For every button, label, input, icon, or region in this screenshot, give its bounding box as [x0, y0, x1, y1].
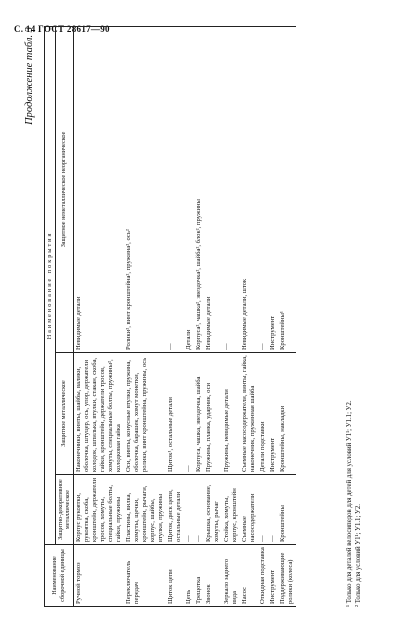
table-row — [166, 26, 184, 606]
cell-protective-decorative: Щиток, диск цепи, остальные детали — [166, 475, 184, 545]
cell-protective-decorative: Съемные насосодержатели — [240, 475, 258, 545]
cell-protective-decorative: — — [184, 475, 194, 545]
cell-unit: Насос — [240, 545, 258, 607]
cell-unit: Инструмент — [268, 545, 278, 607]
rotated-table-area — [24, 27, 384, 607]
cell-protective-metal: — — [184, 353, 194, 475]
footnote-2: ² Только для условий У1¹; У1.1; У2. — [354, 504, 362, 607]
cell-protective-decorative: Крышка, основание, хомуты, рычаг — [204, 475, 222, 545]
cell-protective-nonmetal: Корпуса², чашка², звездочка², шайба², блок², пружины — [194, 26, 204, 352]
cell-protective-nonmetal: — — [166, 26, 184, 352]
cell-protective-nonmetal: Инструмент — [268, 26, 278, 352]
table-row — [240, 26, 258, 606]
page-header: С. 14 ГОСТ 28617—90 — [14, 24, 110, 34]
cell-unit: Звонок — [204, 545, 222, 607]
header-coating-name: Наименование покрытия — [45, 26, 56, 544]
cell-unit: Откидная подставка — [258, 545, 268, 607]
table-row — [222, 26, 240, 606]
cell-protective-metal: Съемные насосодержатели, винты, гайка, наконечник, пружинная шайба — [240, 353, 258, 475]
cell-protective-metal: Пружины, планка, ударник, оси — [204, 353, 222, 475]
cell-unit: Переключатель передач — [124, 545, 166, 607]
cell-protective-decorative: Корпус рукоятки, рукоятка, скоба, кронштейн, держатели тросов, хомуты, специальные болты, гайки, пружины — [73, 475, 124, 545]
cell-protective-metal: Корпуса, чашка, звездочка, шайба — [194, 353, 204, 475]
footnotes — [346, 400, 364, 607]
cell-protective-metal: Инструмент — [268, 353, 278, 475]
cell-protective-nonmetal: Ролики², винт кронштейна², пружина², ось² — [124, 26, 166, 352]
cell-protective-nonmetal: Невидимые детали, шток — [240, 26, 258, 352]
footnote-1: ¹ Только для деталей велосипедов для детей для условий У1¹; У1.1; У2. — [346, 400, 353, 607]
table-row — [194, 26, 204, 606]
header-protective-decorative: Защитно-декоративное металлическое — [55, 475, 73, 545]
cell-protective-decorative: Стойка, хомуты, корпус, кронштейн — [222, 475, 240, 545]
cell-protective-decorative: — — [194, 475, 204, 545]
cell-protective-nonmetal: Детали — [184, 26, 194, 352]
cell-protective-metal: Наконечники, винты, шайбы, валики, оболочка, штуцер, ось, упор, держатели колодок, шпилька, втулки, стакан, скоба, гайки, кронштейн, держатели тросов, хомуты, специальные болты, пружины², колодковая гайка — [73, 353, 124, 475]
cell-protective-nonmetal: Невидимые детали — [73, 26, 124, 352]
cell-protective-decorative: Кронштейны — [278, 475, 296, 545]
table-continuation-label: Продолжение табл. 3 — [24, 27, 35, 125]
cell-protective-metal: Щиток¹, остальные детали — [166, 353, 184, 475]
header-protective-metal: Защитное металлическое — [55, 353, 73, 475]
cell-protective-nonmetal: Кронштейны¹ — [278, 26, 296, 352]
cell-unit: Трещотка — [194, 545, 204, 607]
header-protective-nonmetal: Защитное неметаллическое неорганическое — [55, 26, 73, 352]
cell-protective-nonmetal: — — [258, 26, 268, 352]
cell-protective-decorative: — — [268, 475, 278, 545]
cell-protective-nonmetal: — — [222, 26, 240, 352]
cell-unit: Поддерживающие ролики (колеса) — [278, 545, 296, 607]
cell-protective-metal: Кронштейны, накладки — [278, 353, 296, 475]
cell-protective-decorative: — — [258, 475, 268, 545]
cell-protective-metal: Детали подставки — [258, 353, 268, 475]
cell-protective-metal: Пружины, невидимые детали — [222, 353, 240, 475]
cell-protective-metal: Оси, винты, конусные втулки, пружина, оболочка, барашек, хомут монетки, ролики, винт кронштейна, пружины, ось — [124, 353, 166, 475]
cell-unit: Ручной тормоз — [73, 545, 124, 607]
cell-protective-decorative: Пластины, вилка, хомуты, щечки, кронштейн, рычаги, корпус, шайбы, втулки, пружины — [124, 475, 166, 545]
table-row — [184, 26, 194, 606]
table-row — [124, 26, 166, 606]
table-row — [278, 26, 296, 606]
table-row — [204, 26, 222, 606]
cell-unit: Щиток цепи — [166, 545, 184, 607]
cell-unit: Зеркало заднего вида — [222, 545, 240, 607]
table-row — [258, 26, 268, 606]
header-unit: Наименование сборочной единицы — [45, 545, 74, 607]
table-row — [268, 26, 278, 606]
coatings-table — [44, 26, 296, 607]
cell-unit: Цепь — [184, 545, 194, 607]
table-row — [73, 26, 124, 606]
cell-protective-nonmetal: Невидимые детали — [204, 26, 222, 352]
